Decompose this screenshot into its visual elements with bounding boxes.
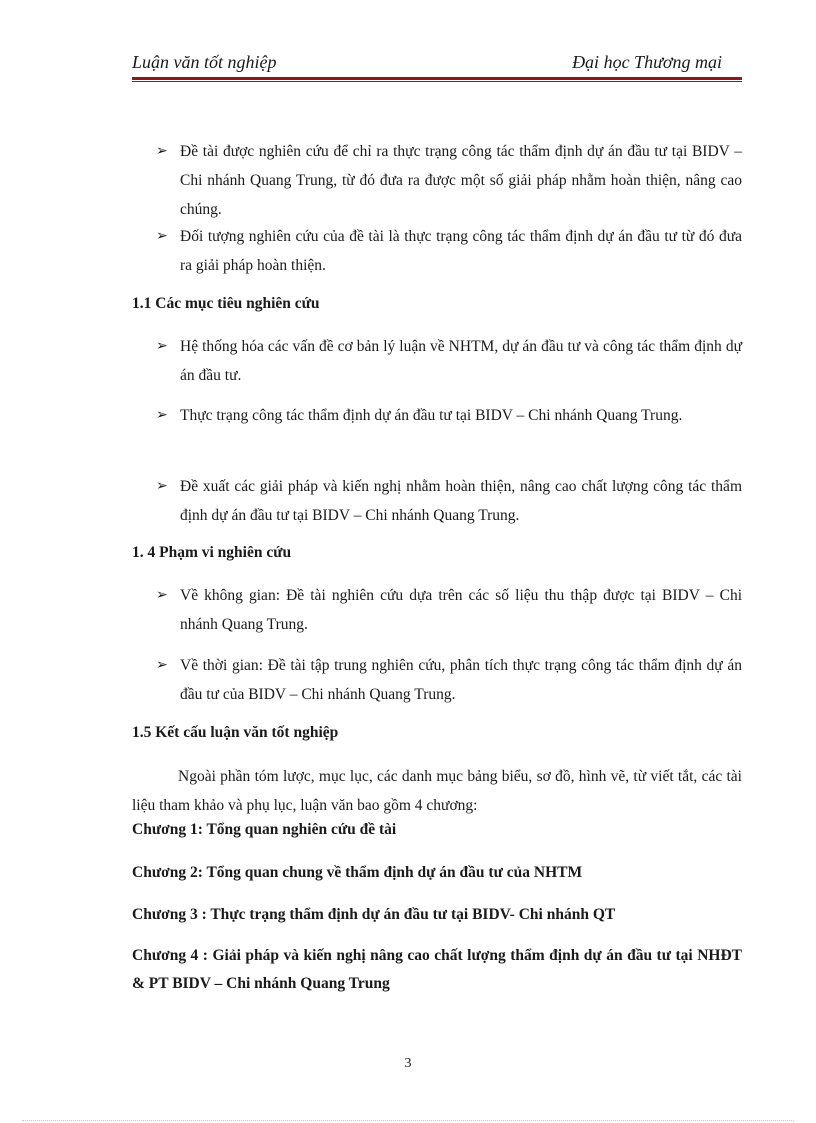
intro-bullet-1: ➢ Đề tài được nghiên cứu để chỉ ra thực trạng công tác thẩm định dự án đầu tư tại BIDV – Chi nhánh Quang Trung, từ đó đưa ra được một số giải pháp nhằm hoàn thiện, nâng cao chúng. — [156, 137, 742, 224]
scope-bullet-2: ➢ Về thời gian: Đề tài tập trung nghiên cứu, phân tích thực trạng công tác thẩm định dự án đầu tư của BIDV – Chi nhánh Quang Trung. — [156, 651, 742, 709]
chapter-4: Chương 4 : Giải pháp và kiến nghị nâng cao chất lượng thẩm định dự án đầu tư tại NHĐT & PT BIDV – Chi nhánh Quang Trung — [132, 947, 742, 992]
arrow-bullet-icon: ➢ — [156, 588, 168, 603]
arrow-bullet-icon: ➢ — [156, 408, 168, 423]
header-thesis-label: Luận văn tốt nghiệp — [132, 52, 277, 72]
chapter-3: Chương 3 : Thực trạng thẩm định dự án đầu tư tại BIDV- Chi nhánh QT — [132, 906, 616, 923]
chapter-2: Chương 2: Tổng quan chung về thẩm định dự án đầu tư của NHTM — [132, 864, 583, 881]
structure-paragraph: Ngoài phần tóm lược, mục lục, các danh mục bảng biểu, sơ đồ, hình vẽ, từ viết tắt, các tài liệu tham khảo và phụ lục, luận văn bao gồm 4 chương: — [132, 768, 742, 814]
arrow-bullet-icon: ➢ — [156, 479, 168, 494]
arrow-bullet-icon: ➢ — [156, 339, 168, 354]
page-bottom-divider — [22, 1120, 794, 1121]
scope-bullet-1: ➢ Về không gian: Đề tài nghiên cứu dựa trên các số liệu thu thập được tại BIDV – Chi nhánh Quang Trung. — [156, 581, 742, 639]
arrow-bullet-icon: ➢ — [156, 229, 168, 244]
intro-bullet-2: ➢ Đối tượng nghiên cứu của đề tài là thực trạng công tác thẩm định dự án đầu tư từ đó đưa ra giải pháp hoàn thiện. — [156, 222, 742, 280]
objective-bullet-2: ➢ Thực trạng công tác thẩm định dự án đầu tư tại BIDV – Chi nhánh Quang Trung. — [156, 401, 742, 430]
header-rule-thick — [132, 77, 742, 80]
arrow-bullet-icon: ➢ — [156, 658, 168, 673]
heading-objectives: 1.1 Các mục tiêu nghiên cứu — [132, 295, 320, 312]
arrow-bullet-icon: ➢ — [156, 144, 168, 159]
header-rule-thin — [132, 81, 742, 82]
heading-scope: 1. 4 Phạm vi nghiên cứu — [132, 544, 292, 561]
page-number: 3 — [404, 1056, 412, 1071]
objective-bullet-3: ➢ Đề xuất các giải pháp và kiến nghị nhằm hoàn thiện, nâng cao chất lượng công tác thẩm định dự án đầu tư tại BIDV – Chi nhánh Quang Trung. — [156, 472, 742, 530]
chapter-1: Chương 1: Tổng quan nghiên cứu đề tài — [132, 821, 397, 838]
objective-bullet-1: ➢ Hệ thống hóa các vấn đề cơ bản lý luận về NHTM, dự án đầu tư và công tác thẩm định dự án đầu tư. — [156, 332, 742, 390]
heading-structure: 1.5 Kết cấu luận văn tốt nghiệp — [132, 724, 339, 741]
header-university-label: Đại học Thương mại — [572, 52, 722, 72]
